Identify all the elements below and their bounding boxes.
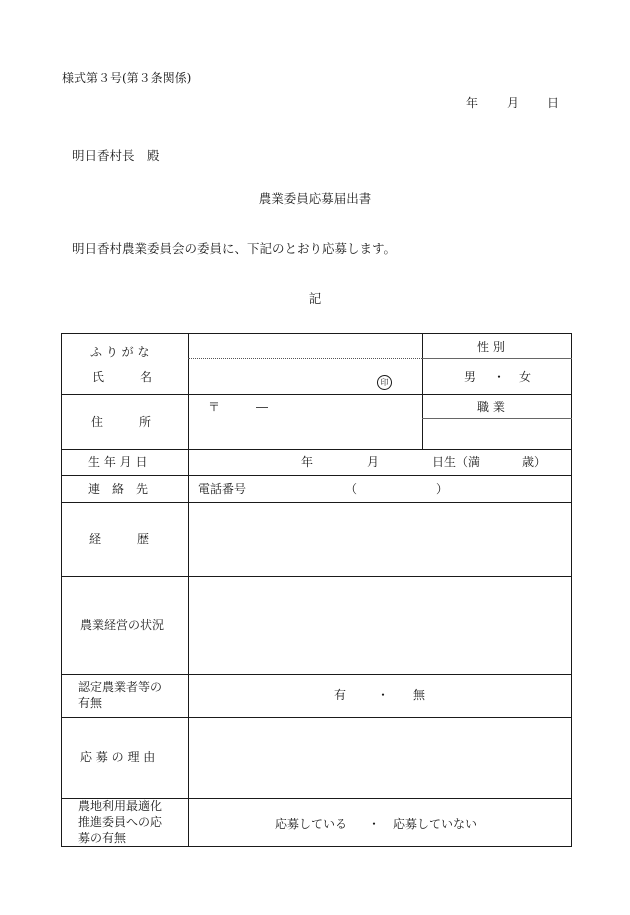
gender-header-divider	[422, 358, 572, 359]
right-column-divider	[422, 334, 423, 449]
career-label: 経 歴	[89, 532, 150, 546]
gender-label: 性 別	[477, 340, 505, 354]
phone-open-paren: （	[345, 482, 358, 496]
row-divider	[62, 449, 572, 450]
promotion-not-applied-option[interactable]: 応募していない	[393, 817, 478, 831]
row-divider	[62, 502, 572, 503]
certified-no-option[interactable]: 無	[413, 688, 426, 702]
furigana-divider	[188, 358, 422, 359]
certified-farmer-label-line2: 有無	[78, 696, 103, 710]
promotion-applied-option[interactable]: 応募している	[275, 817, 348, 831]
ki-heading: 記	[308, 291, 322, 306]
gender-female-option[interactable]: 女	[519, 370, 532, 384]
address-label: 住 所	[91, 415, 152, 429]
certified-yes-option[interactable]: 有	[334, 688, 347, 702]
birth-year-unit: 年	[301, 455, 314, 469]
certified-separator: ・	[377, 688, 390, 702]
promotion-committee-label-line1: 農地利用最適化	[78, 799, 163, 813]
name-label: 氏 名	[92, 370, 153, 384]
postal-mark: 〒	[208, 400, 221, 414]
birth-month-unit: 月	[367, 455, 380, 469]
contact-label: 連 絡 先	[88, 482, 149, 496]
gender-separator: ・	[493, 370, 506, 384]
addressee: 明日香村長 殿	[72, 148, 160, 163]
certified-farmer-label-line1: 認定農業者等の	[78, 680, 163, 694]
age-unit: 歳）	[522, 455, 547, 469]
gender-male-option[interactable]: 男	[464, 370, 477, 384]
promotion-committee-label-line2: 推進委員への応	[78, 815, 163, 829]
furigana-label: ふ り が な	[90, 345, 150, 359]
application-statement: 明日香村農業委員会の委員に、下記のとおり応募します。	[72, 241, 397, 256]
birth-date-label: 生 年 月 日	[88, 455, 148, 469]
document-title: 農業委員応募届出書	[258, 191, 372, 206]
farm-status-label: 農業経営の状況	[80, 618, 165, 632]
row-divider	[62, 576, 572, 577]
row-divider	[62, 475, 572, 476]
seal-mark: 印	[377, 375, 392, 390]
date-month-label: 月	[507, 96, 520, 110]
date-year-label: 年	[466, 96, 479, 110]
reason-label: 応 募 の 理 由	[80, 750, 156, 764]
phone-label: 電話番号	[198, 482, 247, 496]
birth-day-age-unit: 日生（満	[432, 455, 481, 469]
date-day-label: 日	[547, 96, 560, 110]
phone-close-paren: ）	[436, 482, 449, 496]
label-column-divider	[188, 334, 189, 847]
postal-dash: ―	[256, 400, 268, 414]
row-divider	[62, 394, 572, 395]
row-divider	[62, 674, 572, 675]
promotion-committee-label-line3: 募の有無	[78, 831, 127, 845]
occupation-header-divider	[422, 418, 572, 419]
application-form-table	[61, 333, 572, 847]
row-divider	[62, 717, 572, 718]
promotion-separator: ・	[368, 817, 381, 831]
form-number: 様式第３号(第３条関係)	[62, 71, 192, 85]
occupation-label: 職 業	[477, 400, 505, 414]
